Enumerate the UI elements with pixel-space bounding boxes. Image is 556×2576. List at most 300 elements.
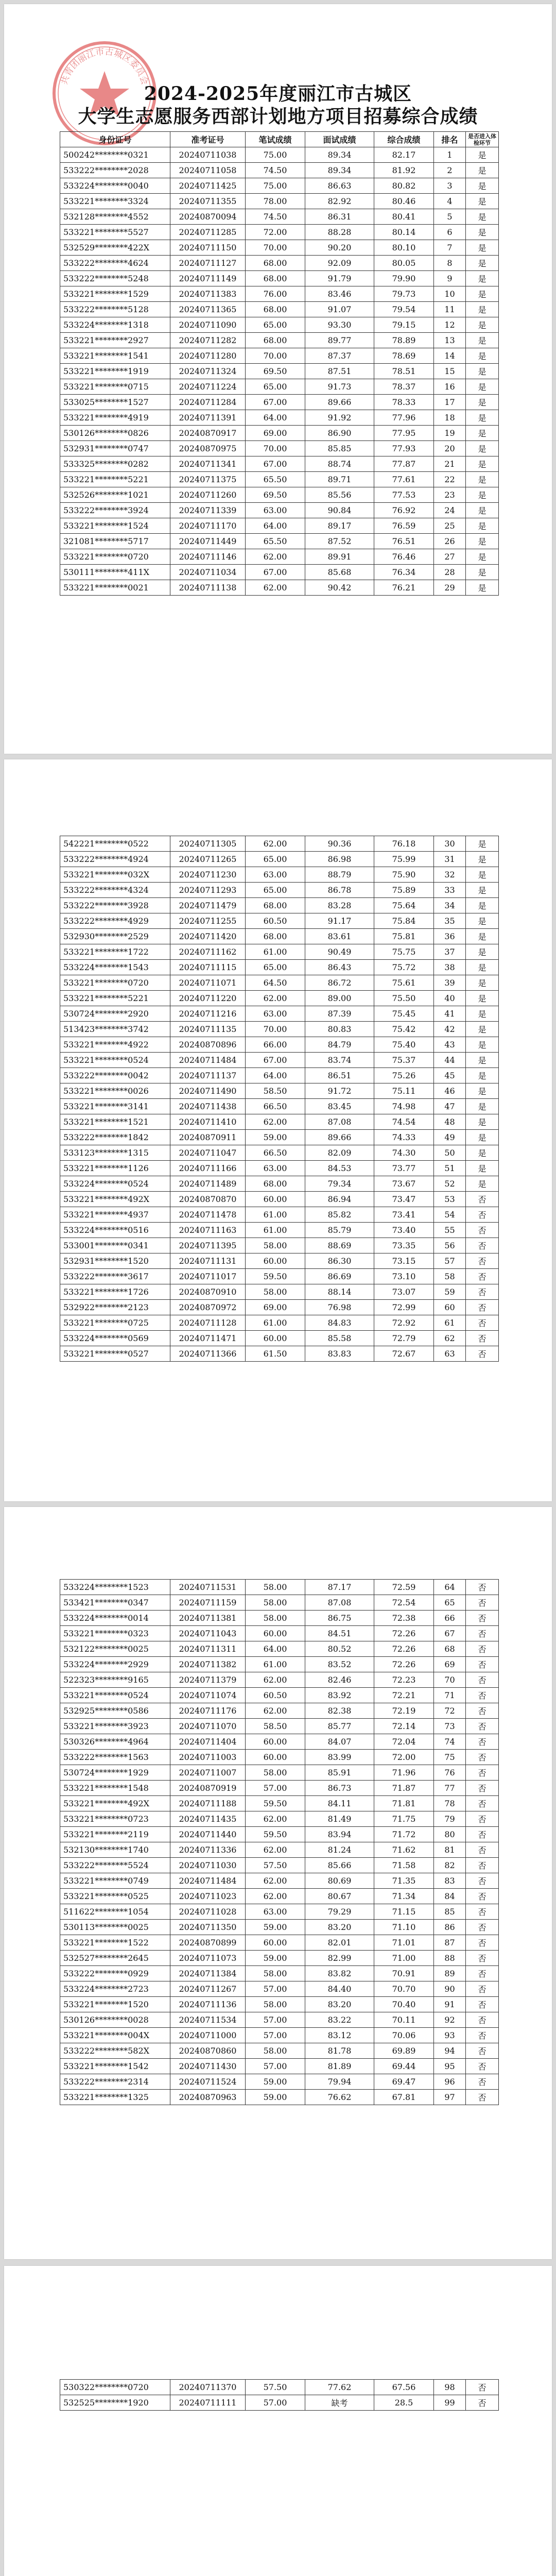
medical-check-cell: 是	[466, 302, 499, 317]
table-row	[60, 302, 499, 317]
written-score-cell: 65.00	[246, 960, 305, 975]
written-score-cell: 59.50	[246, 1827, 305, 1842]
written-score-cell: 57.50	[246, 1858, 305, 1873]
medical-check-cell: 是	[466, 852, 499, 867]
interview-score-cell: 82.92	[305, 194, 374, 209]
medical-check-cell: 是	[466, 1114, 499, 1130]
id-number-cell: 533221********0749	[60, 1873, 170, 1889]
medical-check-cell: 是	[466, 991, 499, 1006]
rank-cell: 39	[434, 975, 466, 991]
written-score-cell: 63.00	[246, 867, 305, 883]
table-row	[60, 178, 499, 194]
total-score-cell: 67.56	[374, 2380, 434, 2395]
table-row	[60, 1734, 499, 1750]
medical-check-cell: 否	[466, 1284, 499, 1300]
id-number-cell: 533221********492X	[60, 1192, 170, 1207]
interview-score-cell: 82.09	[305, 1145, 374, 1161]
medical-check-cell: 是	[466, 944, 499, 960]
exam-number-cell: 20240711366	[170, 1346, 246, 1362]
interview-score-cell: 81.78	[305, 2043, 374, 2059]
rank-cell: 22	[434, 472, 466, 487]
rank-cell: 56	[434, 1238, 466, 1253]
exam-number-cell: 20240711023	[170, 1889, 246, 1904]
total-score-cell: 72.99	[374, 1300, 434, 1315]
id-number-cell: 533221********3923	[60, 1719, 170, 1734]
exam-number-cell: 20240711188	[170, 1796, 246, 1811]
id-number-cell: 532930********2529	[60, 929, 170, 944]
rank-cell: 27	[434, 549, 466, 565]
medical-check-cell: 是	[466, 1145, 499, 1161]
total-score-cell: 77.61	[374, 472, 434, 487]
id-number-cell: 533224********1318	[60, 317, 170, 333]
table-row	[60, 1981, 499, 1997]
table-row	[60, 1641, 499, 1657]
table-row	[60, 1269, 499, 1284]
exam-number-cell: 20240711391	[170, 410, 246, 426]
rank-cell: 74	[434, 1734, 466, 1750]
medical-check-cell: 是	[466, 456, 499, 472]
table-row	[60, 1935, 499, 1951]
rank-cell: 2	[434, 163, 466, 178]
id-number-cell: 533224********0014	[60, 1611, 170, 1626]
exam-number-cell: 20240711395	[170, 1238, 246, 1253]
table-body	[60, 147, 499, 596]
id-number-cell: 533221********0725	[60, 1315, 170, 1331]
rank-cell: 31	[434, 852, 466, 867]
rank-cell: 82	[434, 1858, 466, 1873]
written-score-cell: 62.00	[246, 1889, 305, 1904]
table-row	[60, 163, 499, 178]
exam-number-cell: 20240711111	[170, 2395, 246, 2411]
written-score-cell: 63.00	[246, 1006, 305, 1022]
table-row	[60, 929, 499, 944]
id-number-cell: 532128********4552	[60, 209, 170, 225]
id-number-cell: 533221********1541	[60, 348, 170, 364]
written-score-cell: 57.00	[246, 2028, 305, 2043]
written-score-cell: 58.00	[246, 1997, 305, 2012]
written-score-cell: 60.00	[246, 1734, 305, 1750]
medical-check-cell: 否	[466, 1997, 499, 2012]
medical-check-cell: 否	[466, 1719, 499, 1734]
total-score-cell: 74.98	[374, 1099, 434, 1114]
id-number-cell: 530326********4964	[60, 1734, 170, 1750]
written-score-cell: 64.00	[246, 1641, 305, 1657]
rank-cell: 8	[434, 256, 466, 271]
written-score-cell: 60.00	[246, 1935, 305, 1951]
medical-check-cell: 否	[466, 1223, 499, 1238]
total-score-cell: 71.35	[374, 1873, 434, 1889]
exam-number-cell: 20240711379	[170, 1672, 246, 1688]
written-score-cell: 62.00	[246, 1842, 305, 1858]
medical-check-cell: 是	[466, 580, 499, 596]
exam-number-cell: 20240711383	[170, 286, 246, 302]
id-number-cell: 533221********0323	[60, 1626, 170, 1641]
interview-score-cell: 91.92	[305, 410, 374, 426]
total-score-cell: 72.79	[374, 1331, 434, 1346]
table-row	[60, 836, 499, 852]
rank-cell: 32	[434, 867, 466, 883]
total-score-cell: 76.92	[374, 503, 434, 518]
rank-cell: 10	[434, 286, 466, 302]
medical-check-cell: 是	[466, 534, 499, 549]
rank-cell: 46	[434, 1083, 466, 1099]
interview-score-cell: 91.07	[305, 302, 374, 317]
id-number-cell: 533221********1726	[60, 1284, 170, 1300]
total-score-cell: 69.44	[374, 2059, 434, 2074]
total-score-cell: 79.73	[374, 286, 434, 302]
exam-number-cell: 20240711224	[170, 379, 246, 395]
written-score-cell: 62.00	[246, 836, 305, 852]
id-number-cell: 533221********0715	[60, 379, 170, 395]
rank-cell: 62	[434, 1331, 466, 1346]
table-row	[60, 410, 499, 426]
exam-number-cell: 20240711381	[170, 1611, 246, 1626]
table-row	[60, 286, 499, 302]
interview-score-cell: 90.42	[305, 580, 374, 596]
interview-score-cell: 86.63	[305, 178, 374, 194]
rank-cell: 37	[434, 944, 466, 960]
interview-score-cell: 89.00	[305, 991, 374, 1006]
rank-cell: 64	[434, 1580, 466, 1595]
written-score-cell: 60.00	[246, 1750, 305, 1765]
medical-check-cell: 是	[466, 867, 499, 883]
id-number-cell: 532931********0747	[60, 441, 170, 456]
document-title-line1: 2024-2025年度丽江市古城区	[144, 83, 412, 105]
id-number-cell: 533224********0569	[60, 1331, 170, 1346]
medical-check-cell: 是	[466, 395, 499, 410]
total-score-cell: 71.10	[374, 1920, 434, 1935]
medical-check-cell: 否	[466, 1734, 499, 1750]
exam-number-cell: 20240711159	[170, 1595, 246, 1611]
medical-check-cell: 是	[466, 472, 499, 487]
exam-number-cell: 20240711355	[170, 194, 246, 209]
exam-number-cell: 20240711115	[170, 960, 246, 975]
rank-cell: 79	[434, 1811, 466, 1827]
exam-number-cell: 20240711003	[170, 1750, 246, 1765]
total-score-cell: 75.90	[374, 867, 434, 883]
medical-check-cell: 否	[466, 1904, 499, 1920]
interview-score-cell: 83.45	[305, 1099, 374, 1114]
id-number-cell: 533222********4924	[60, 852, 170, 867]
medical-check-cell: 否	[466, 1966, 499, 1981]
written-score-cell: 58.00	[246, 1611, 305, 1626]
exam-number-cell: 20240711071	[170, 975, 246, 991]
total-score-cell: 75.89	[374, 883, 434, 898]
medical-check-cell: 否	[466, 1935, 499, 1951]
id-number-cell: 533221********1126	[60, 1161, 170, 1176]
rank-cell: 71	[434, 1688, 466, 1703]
medical-check-cell: 否	[466, 1641, 499, 1657]
interview-score-cell: 82.46	[305, 1672, 374, 1688]
exam-number-cell: 20240711341	[170, 456, 246, 472]
scores-table-page4	[60, 2379, 499, 2411]
rank-cell: 85	[434, 1904, 466, 1920]
exam-number-cell: 20240711410	[170, 1114, 246, 1130]
id-number-cell: 533221********0524	[60, 1688, 170, 1703]
medical-check-cell: 否	[466, 2090, 499, 2105]
rank-cell: 44	[434, 1053, 466, 1068]
rank-cell: 38	[434, 960, 466, 975]
rank-cell: 96	[434, 2074, 466, 2090]
id-number-cell: 532922********2123	[60, 1300, 170, 1315]
total-score-cell: 78.51	[374, 364, 434, 379]
interview-score-cell: 85.77	[305, 1719, 374, 1734]
interview-score-cell: 88.79	[305, 867, 374, 883]
table-row	[60, 395, 499, 410]
table-body	[60, 836, 499, 1362]
table-row	[60, 2012, 499, 2028]
exam-number-cell: 20240711324	[170, 364, 246, 379]
written-score-cell: 59.00	[246, 1951, 305, 1966]
interview-score-cell: 77.62	[305, 2380, 374, 2395]
written-score-cell: 70.00	[246, 240, 305, 256]
id-number-cell: 533221********5221	[60, 472, 170, 487]
medical-check-cell: 否	[466, 1626, 499, 1641]
interview-score-cell: 84.11	[305, 1796, 374, 1811]
written-score-cell: 64.00	[246, 1068, 305, 1083]
written-score-cell: 68.00	[246, 333, 305, 348]
written-score-cell: 59.50	[246, 1269, 305, 1284]
rank-cell: 42	[434, 1022, 466, 1037]
id-number-cell: 500242********0321	[60, 147, 170, 163]
total-score-cell: 71.81	[374, 1796, 434, 1811]
interview-score-cell: 90.49	[305, 944, 374, 960]
exam-number-cell: 20240711293	[170, 883, 246, 898]
table-row	[60, 1966, 499, 1981]
id-number-cell: 533221********0527	[60, 1346, 170, 1362]
written-score-cell: 60.50	[246, 913, 305, 929]
total-score-cell: 71.75	[374, 1811, 434, 1827]
id-number-cell: 533221********0723	[60, 1811, 170, 1827]
page-3	[4, 1507, 552, 2259]
exam-number-cell: 20240711030	[170, 1858, 246, 1873]
written-score-cell: 70.00	[246, 441, 305, 456]
medical-check-cell: 是	[466, 487, 499, 503]
exam-number-cell: 20240711000	[170, 2028, 246, 2043]
total-score-cell: 75.75	[374, 944, 434, 960]
id-number-cell: 530111********411X	[60, 565, 170, 580]
id-number-cell: 533222********3924	[60, 503, 170, 518]
interview-score-cell: 80.83	[305, 1022, 374, 1037]
id-number-cell: 533221********0525	[60, 1889, 170, 1904]
table-row	[60, 1595, 499, 1611]
rank-cell: 68	[434, 1641, 466, 1657]
written-score-cell: 58.50	[246, 1719, 305, 1734]
scores-table-page3	[60, 1579, 499, 2105]
rank-cell: 43	[434, 1037, 466, 1053]
interview-score-cell: 87.08	[305, 1114, 374, 1130]
interview-score-cell: 87.51	[305, 364, 374, 379]
table-row	[60, 1022, 499, 1037]
exam-number-cell: 20240711017	[170, 1269, 246, 1284]
id-number-cell: 533221********0021	[60, 580, 170, 596]
id-number-cell: 533221********3324	[60, 194, 170, 209]
rank-cell: 36	[434, 929, 466, 944]
medical-check-cell: 是	[466, 1161, 499, 1176]
interview-score-cell: 83.92	[305, 1688, 374, 1703]
id-number-cell: 533222********582X	[60, 2043, 170, 2059]
written-score-cell: 58.00	[246, 1238, 305, 1253]
medical-check-cell: 是	[466, 194, 499, 209]
table-row	[60, 1626, 499, 1641]
interview-score-cell: 76.98	[305, 1300, 374, 1315]
id-number-cell: 532130********1740	[60, 1842, 170, 1858]
total-score-cell: 72.14	[374, 1719, 434, 1734]
id-number-cell: 533221********0524	[60, 1053, 170, 1068]
rank-cell: 53	[434, 1192, 466, 1207]
id-number-cell: 511622********1054	[60, 1904, 170, 1920]
interview-score-cell: 84.07	[305, 1734, 374, 1750]
medical-check-cell: 否	[466, 1192, 499, 1207]
medical-check-cell: 是	[466, 178, 499, 194]
written-score-cell: 72.00	[246, 225, 305, 240]
total-score-cell: 71.58	[374, 1858, 434, 1873]
written-score-cell: 65.00	[246, 883, 305, 898]
id-number-cell: 533221********0720	[60, 549, 170, 565]
table-row	[60, 2380, 499, 2395]
rank-cell: 67	[434, 1626, 466, 1641]
medical-check-cell: 是	[466, 348, 499, 364]
exam-number-cell: 20240711127	[170, 256, 246, 271]
rank-cell: 29	[434, 580, 466, 596]
id-number-cell: 533001********0341	[60, 1238, 170, 1253]
interview-score-cell: 86.75	[305, 1611, 374, 1626]
table-row	[60, 2090, 499, 2105]
medical-check-cell: 否	[466, 1781, 499, 1796]
written-score-cell: 63.00	[246, 1904, 305, 1920]
table-row	[60, 1207, 499, 1223]
seal-text: 共青团丽江市古城区委员会	[59, 46, 150, 86]
medical-check-cell: 是	[466, 209, 499, 225]
rank-cell: 45	[434, 1068, 466, 1083]
written-score-cell: 60.00	[246, 1253, 305, 1269]
id-number-cell: 530126********0028	[60, 2012, 170, 2028]
header-interview-score: 面试成绩	[305, 132, 374, 147]
id-number-cell: 533221********492X	[60, 1796, 170, 1811]
id-number-cell: 533222********4929	[60, 913, 170, 929]
table-row	[60, 194, 499, 209]
id-number-cell: 533221********1919	[60, 364, 170, 379]
total-score-cell: 78.89	[374, 333, 434, 348]
written-score-cell: 61.00	[246, 1223, 305, 1238]
rank-cell: 99	[434, 2395, 466, 2411]
total-score-cell: 80.41	[374, 209, 434, 225]
id-number-cell: 533222********3928	[60, 898, 170, 913]
table-row	[60, 1703, 499, 1719]
rank-cell: 21	[434, 456, 466, 472]
written-score-cell: 59.50	[246, 1796, 305, 1811]
medical-check-cell: 是	[466, 913, 499, 929]
exam-number-cell: 20240711404	[170, 1734, 246, 1750]
exam-number-cell: 20240711531	[170, 1580, 246, 1595]
interview-score-cell: 86.90	[305, 426, 374, 441]
interview-score-cell: 86.31	[305, 209, 374, 225]
total-score-cell: 70.70	[374, 1981, 434, 1997]
interview-score-cell: 85.82	[305, 1207, 374, 1223]
id-number-cell: 533221********004X	[60, 2028, 170, 2043]
total-score-cell: 79.15	[374, 317, 434, 333]
exam-number-cell: 20240711070	[170, 1719, 246, 1734]
medical-check-cell: 否	[466, 1300, 499, 1315]
rank-cell: 89	[434, 1966, 466, 1981]
total-score-cell: 75.81	[374, 929, 434, 944]
total-score-cell: 75.50	[374, 991, 434, 1006]
id-number-cell: 533222********1842	[60, 1130, 170, 1145]
exam-number-cell: 20240711420	[170, 929, 246, 944]
total-score-cell: 77.93	[374, 441, 434, 456]
id-number-cell: 533222********0929	[60, 1966, 170, 1981]
interview-score-cell: 87.17	[305, 1580, 374, 1595]
id-number-cell: 532525********1920	[60, 2395, 170, 2411]
written-score-cell: 67.00	[246, 1053, 305, 1068]
table-row	[60, 1006, 499, 1022]
exam-number-cell: 20240711074	[170, 1688, 246, 1703]
total-score-cell: 71.96	[374, 1765, 434, 1781]
table-row	[60, 1300, 499, 1315]
interview-score-cell: 91.72	[305, 1083, 374, 1099]
written-score-cell: 57.00	[246, 1981, 305, 1997]
interview-score-cell: 88.14	[305, 1284, 374, 1300]
total-score-cell: 70.91	[374, 1966, 434, 1981]
medical-check-cell: 是	[466, 225, 499, 240]
written-score-cell: 57.00	[246, 2395, 305, 2411]
exam-number-cell: 20240870917	[170, 426, 246, 441]
rank-cell: 61	[434, 1315, 466, 1331]
medical-check-cell: 是	[466, 898, 499, 913]
id-number-cell: 533221********1722	[60, 944, 170, 960]
exam-number-cell: 20240711260	[170, 487, 246, 503]
rank-cell: 59	[434, 1284, 466, 1300]
rank-cell: 48	[434, 1114, 466, 1130]
id-number-cell: 533224********2929	[60, 1657, 170, 1672]
table-row	[60, 472, 499, 487]
table-row	[60, 1068, 499, 1083]
interview-score-cell: 89.34	[305, 147, 374, 163]
table-row	[60, 1053, 499, 1068]
id-number-cell: 533222********2028	[60, 163, 170, 178]
interview-score-cell: 85.68	[305, 565, 374, 580]
id-number-cell: 533221********3141	[60, 1099, 170, 1114]
exam-number-cell: 20240711305	[170, 836, 246, 852]
written-score-cell: 68.00	[246, 898, 305, 913]
exam-number-cell: 20240870870	[170, 1192, 246, 1207]
rank-cell: 6	[434, 225, 466, 240]
medical-check-cell: 否	[466, 1207, 499, 1223]
exam-number-cell: 20240870911	[170, 1130, 246, 1145]
table-row	[60, 960, 499, 975]
rank-cell: 55	[434, 1223, 466, 1238]
exam-number-cell: 20240711146	[170, 549, 246, 565]
rank-cell: 23	[434, 487, 466, 503]
interview-score-cell: 92.09	[305, 256, 374, 271]
exam-number-cell: 20240711449	[170, 534, 246, 549]
medical-check-cell: 是	[466, 929, 499, 944]
table-row	[60, 441, 499, 456]
written-score-cell: 65.00	[246, 317, 305, 333]
medical-check-cell: 是	[466, 147, 499, 163]
exam-number-cell: 20240711150	[170, 240, 246, 256]
written-score-cell: 60.00	[246, 1331, 305, 1346]
rank-cell: 86	[434, 1920, 466, 1935]
id-number-cell: 533224********1543	[60, 960, 170, 975]
id-number-cell: 533221********5221	[60, 991, 170, 1006]
interview-score-cell: 83.83	[305, 1346, 374, 1362]
exam-number-cell: 20240870899	[170, 1935, 246, 1951]
id-number-cell: 533221********1522	[60, 1935, 170, 1951]
id-number-cell: 513423********3742	[60, 1022, 170, 1037]
total-score-cell: 78.37	[374, 379, 434, 395]
interview-score-cell: 79.94	[305, 2074, 374, 2090]
